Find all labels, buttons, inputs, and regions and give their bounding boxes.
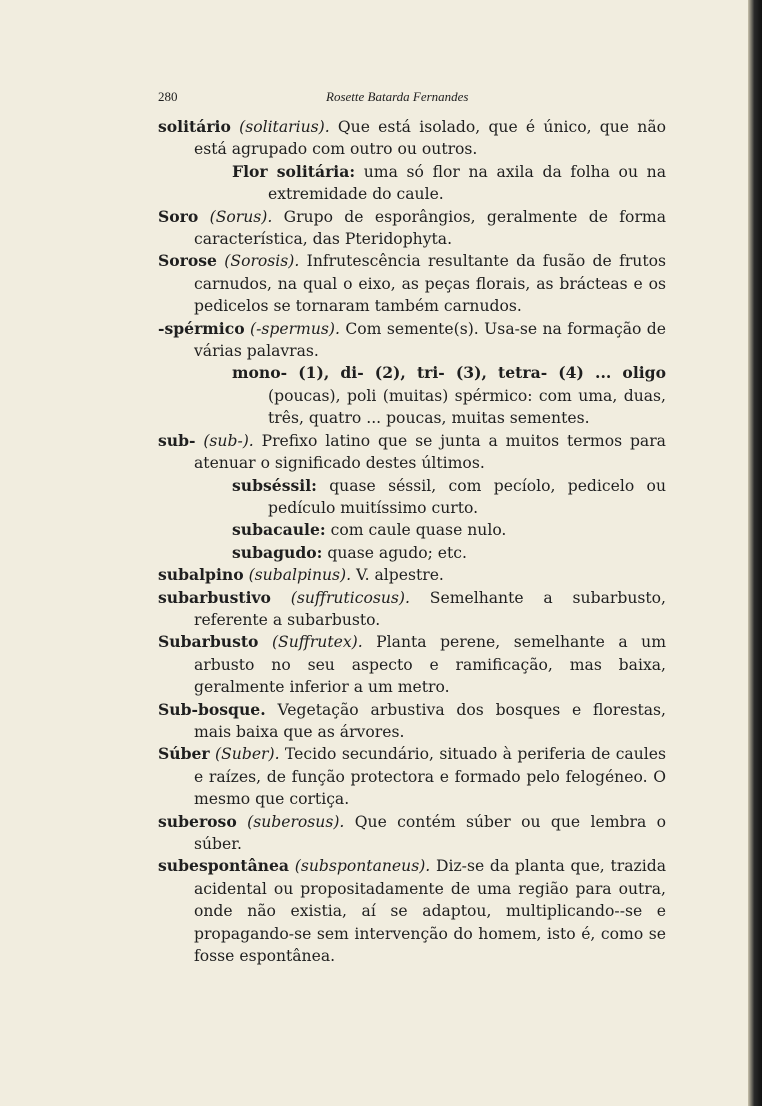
definition: Planta perene, semelhante a um arbusto no seu aspecto e ramificação, mas baixa, geralmente inferior a um metro. bbox=[194, 633, 666, 697]
definition: uma só flor na axila da folha ou na extremidade do caule. bbox=[268, 162, 666, 204]
glossary-subentry bbox=[158, 519, 666, 541]
glossary-entry bbox=[158, 587, 666, 632]
headword: subacaule: bbox=[232, 520, 326, 540]
latin-term: (Suber). bbox=[209, 745, 280, 764]
running-head: Rosette Batarda Fernandes bbox=[326, 89, 469, 104]
latin-term: (subspontaneus). bbox=[289, 857, 431, 876]
latin-term: (Suffrutex). bbox=[258, 633, 363, 652]
glossary-entry bbox=[158, 855, 666, 967]
headword: Soro bbox=[158, 206, 199, 226]
headword: sub- bbox=[158, 430, 196, 450]
glossary-entry bbox=[158, 699, 666, 744]
definition: Diz-se da planta que, trazida acidental ou propositadamente de uma região para outra, onde não existia, aí se adaptou, multiplicando--se e propagando-se sem intervenção do homem, isto é, como se fosse espontânea. bbox=[194, 857, 666, 966]
definition: Semelhante a subarbusto, referente a subarbusto. bbox=[194, 588, 666, 629]
glossary-entry bbox=[158, 564, 666, 586]
headword: subséssil: bbox=[232, 475, 317, 495]
latin-term: (-spermus). bbox=[244, 319, 340, 338]
definition: quase séssil, com pecíolo, pedicelo ou pedículo muitíssimo curto. bbox=[268, 476, 666, 517]
definition: Infrutescência resultante da fusão de frutos carnudos, na qual o eixo, as peças florais, as brácteas e os pedicelos se tornaram também carnudos. bbox=[194, 252, 666, 316]
headword: -spérmico bbox=[158, 318, 245, 338]
glossary-subentry bbox=[158, 161, 666, 206]
glossary-subentry bbox=[158, 475, 666, 520]
glossary-entry bbox=[158, 206, 666, 251]
headword: subalpino bbox=[158, 565, 244, 585]
latin-term: (solitarius). bbox=[230, 118, 330, 136]
glossary-entry bbox=[158, 743, 666, 810]
headword: Sub-bosque. bbox=[158, 699, 266, 719]
definition: Vegetação arbustiva dos bosques e florestas, mais baixa que as árvores. bbox=[194, 700, 666, 741]
definition: V. alpestre. bbox=[351, 566, 444, 585]
headword: subagudo: bbox=[232, 542, 323, 562]
headword: Sorose bbox=[158, 251, 217, 271]
glossary-entries bbox=[158, 116, 666, 967]
headword: Súber bbox=[158, 744, 210, 764]
page-number: 280 bbox=[158, 89, 178, 104]
definition: Que contém súber ou que lembra o súber. bbox=[194, 812, 666, 853]
glossary-subentry bbox=[158, 362, 666, 429]
latin-term: (suffruticosus). bbox=[270, 588, 410, 607]
definition: Prefixo latino que se junta a muitos termos para atenuar o significado destes últimos. bbox=[194, 431, 666, 473]
page-edge bbox=[748, 0, 762, 1106]
glossary-entry bbox=[158, 631, 666, 698]
glossary-entry bbox=[158, 430, 666, 475]
latin-term: (subalpinus). bbox=[243, 566, 352, 585]
definition: Grupo de esporângios, geralmente de forma característica, das Pteridophyta. bbox=[194, 207, 666, 249]
definition: (poucas), poli (muitas) spérmico: com uma, duas, três, quatro ... poucas, muitas sementes. bbox=[268, 386, 666, 428]
headword: subarbustivo bbox=[158, 587, 271, 607]
definition: Que está isolado, que é único, que não está agrupado com outro ou outros. bbox=[194, 118, 667, 159]
definition: Com semente(s). Usa-se na formação de várias palavras. bbox=[194, 319, 666, 361]
glossary-subentry bbox=[158, 542, 666, 564]
headword: subespontânea bbox=[158, 856, 290, 876]
glossary-entry bbox=[158, 811, 666, 856]
latin-term: (Sorus). bbox=[198, 207, 273, 226]
latin-term: (suberosus). bbox=[236, 812, 345, 831]
headword: Subarbusto bbox=[158, 632, 259, 652]
glossary-entry bbox=[158, 116, 666, 161]
headword: suberoso bbox=[158, 811, 237, 831]
definition: Tecido secundário, situado à periferia de caules e raízes, de função protectora e formado pelo felogéneo. O mesmo que cortiça. bbox=[194, 745, 666, 809]
headword: solitário bbox=[158, 117, 231, 136]
glossary-entry bbox=[158, 318, 666, 363]
headword: mono- (1), di- (2), tri- (3), tetra- (4) ... oligo bbox=[232, 363, 666, 383]
glossary-entry bbox=[158, 250, 666, 317]
headword: Flor solitária: bbox=[232, 161, 356, 181]
definition: quase agudo; etc. bbox=[322, 543, 467, 562]
definition: com caule quase nulo. bbox=[325, 521, 507, 540]
latin-term: (sub-). bbox=[195, 431, 254, 450]
latin-term: (Sorosis). bbox=[216, 252, 300, 271]
